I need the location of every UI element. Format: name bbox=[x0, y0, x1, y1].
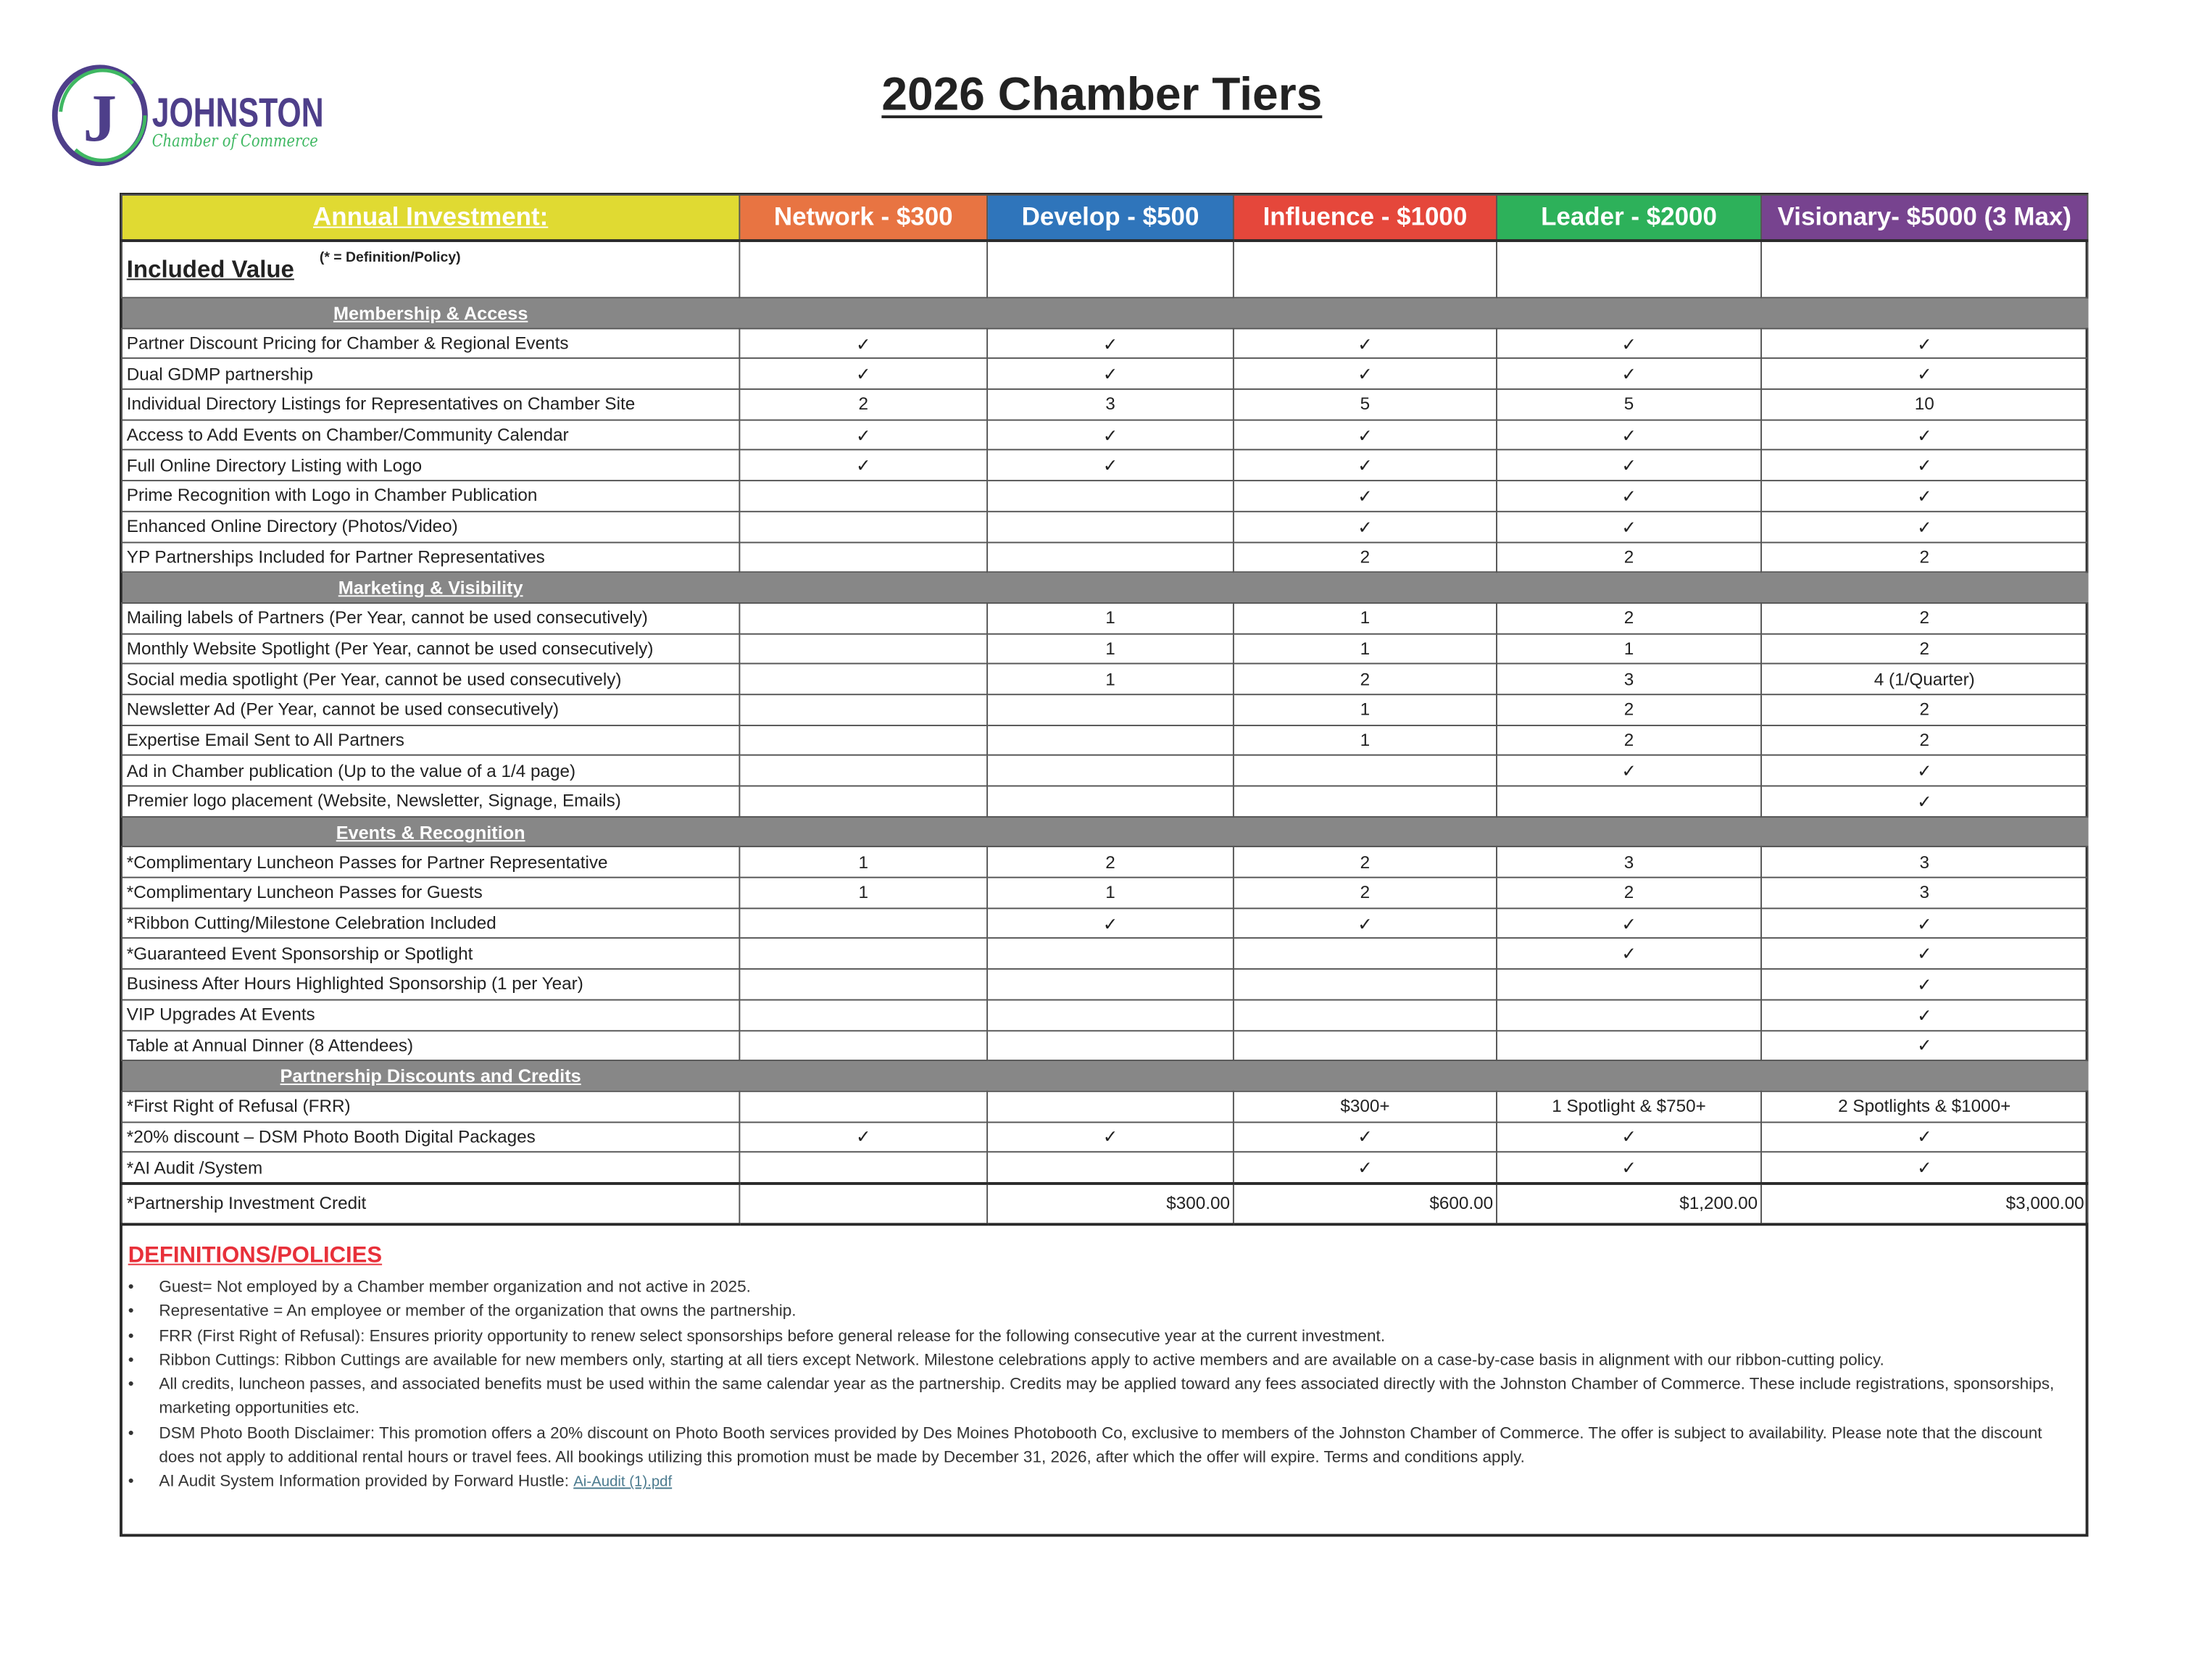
header-row bbox=[122, 195, 2088, 241]
section-header bbox=[122, 298, 2088, 328]
row-label: Prime Recognition with Logo in Chamber Publication bbox=[122, 481, 739, 511]
value-cell-visionary: 3 bbox=[1761, 847, 2087, 878]
value-cell-network bbox=[739, 1030, 987, 1060]
checkmark-icon: ✓ bbox=[1497, 328, 1761, 359]
included-value-row bbox=[122, 241, 2088, 298]
value-cell-develop bbox=[987, 939, 1234, 969]
checkmark-icon: ✓ bbox=[1234, 359, 1497, 389]
definitions-policies bbox=[128, 1244, 2077, 1495]
value-cell-develop bbox=[987, 786, 1234, 816]
value-cell-influence: 1 bbox=[1234, 694, 1497, 725]
value-cell-network bbox=[739, 1152, 987, 1184]
value-cell-develop bbox=[987, 694, 1234, 725]
value-cell-network bbox=[739, 725, 987, 755]
checkmark-icon: ✓ bbox=[739, 450, 987, 481]
row-label: Dual GDMP partnership bbox=[122, 359, 739, 389]
value-cell-network bbox=[739, 694, 987, 725]
table-row bbox=[122, 450, 2088, 481]
value-cell-develop: 1 bbox=[987, 664, 1234, 694]
value-cell-visionary: 3 bbox=[1761, 878, 2087, 908]
table-row bbox=[122, 786, 2088, 816]
row-label: Access to Add Events on Chamber/Community Calendar bbox=[122, 420, 739, 450]
table-row bbox=[122, 481, 2088, 511]
value-cell-influence: $300+ bbox=[1234, 1091, 1497, 1122]
value-cell-develop: 3 bbox=[987, 389, 1234, 420]
checkmark-icon: ✓ bbox=[739, 359, 987, 389]
value-cell-leader bbox=[1497, 1030, 1761, 1060]
table-row bbox=[122, 633, 2088, 664]
checkmark-icon: ✓ bbox=[1761, 420, 2087, 450]
tier-header-network: Network - $300 bbox=[739, 195, 987, 241]
checkmark-icon: ✓ bbox=[1761, 1152, 2087, 1184]
checkmark-icon: ✓ bbox=[1497, 481, 1761, 511]
value-cell-develop bbox=[987, 1030, 1234, 1060]
checkmark-icon: ✓ bbox=[1761, 481, 2087, 511]
checkmark-icon: ✓ bbox=[987, 328, 1234, 359]
value-cell-influence: 5 bbox=[1234, 389, 1497, 420]
checkmark-icon: ✓ bbox=[1761, 999, 2087, 1030]
value-cell-network bbox=[739, 969, 987, 999]
definition-item: • Ribbon Cuttings: Ribbon Cuttings are available for new members only, starting at all tiers except Network. Milestone celebrations apply to active members and are available on a case-by-case basis in alignment with our ribbon-cutting policy. bbox=[154, 1348, 2077, 1373]
checkmark-icon: ✓ bbox=[1234, 481, 1497, 511]
row-label: *Complimentary Luncheon Passes for Partner Representative bbox=[122, 847, 739, 878]
row-label: *Partnership Investment Credit bbox=[122, 1184, 739, 1224]
table-row bbox=[122, 1122, 2088, 1152]
ai-audit-pdf-link[interactable]: Ai-Audit (1).pdf bbox=[573, 1473, 673, 1491]
value-cell-network: 2 bbox=[739, 389, 987, 420]
definition-item: • All credits, luncheon passes, and associated benefits must be used within the same calendar year as the partnership. Credits may be applied toward any fees associated directly with the Johnston Chamber of Commerce. These include registrations, sponsorships, marketing opportunities etc. bbox=[154, 1373, 2077, 1421]
checkmark-icon: ✓ bbox=[739, 420, 987, 450]
checkmark-icon: ✓ bbox=[1234, 420, 1497, 450]
checkmark-icon: ✓ bbox=[987, 359, 1234, 389]
value-cell-influence bbox=[1234, 786, 1497, 816]
row-label: *AI Audit /System bbox=[122, 1152, 739, 1184]
value-cell-leader: 3 bbox=[1497, 847, 1761, 878]
table-row bbox=[122, 420, 2088, 450]
row-label: Premier logo placement (Website, Newsletter, Signage, Emails) bbox=[122, 786, 739, 816]
tiers-table-frame bbox=[120, 193, 2088, 1536]
value-cell-influence: 2 bbox=[1234, 878, 1497, 908]
checkmark-icon: ✓ bbox=[1497, 755, 1761, 786]
table-row bbox=[122, 1030, 2088, 1060]
checkmark-icon: ✓ bbox=[739, 328, 987, 359]
section-title: Marketing & Visibility bbox=[338, 577, 523, 599]
checkmark-icon: ✓ bbox=[1234, 511, 1497, 541]
table-row bbox=[122, 359, 2088, 389]
checkmark-icon: ✓ bbox=[1761, 939, 2087, 969]
section-title: Events & Recognition bbox=[336, 821, 525, 843]
row-label: *First Right of Refusal (FRR) bbox=[122, 1091, 739, 1122]
row-label: Mailing labels of Partners (Per Year, cannot be used consecutively) bbox=[122, 603, 739, 633]
value-cell-network bbox=[739, 603, 987, 633]
checkmark-icon: ✓ bbox=[1761, 908, 2087, 939]
value-cell-develop: 1 bbox=[987, 603, 1234, 633]
value-cell-leader: 2 bbox=[1497, 694, 1761, 725]
checkmark-icon: ✓ bbox=[1497, 939, 1761, 969]
table-row bbox=[122, 755, 2088, 786]
value-cell-develop bbox=[987, 511, 1234, 541]
value-cell-network: 1 bbox=[739, 878, 987, 908]
checkmark-icon: ✓ bbox=[1761, 786, 2087, 816]
value-cell-develop: 1 bbox=[987, 878, 1234, 908]
checkmark-icon: ✓ bbox=[1761, 511, 2087, 541]
value-cell-influence: 1 bbox=[1234, 603, 1497, 633]
row-label: *20% discount – DSM Photo Booth Digital Packages bbox=[122, 1122, 739, 1152]
section-header bbox=[122, 1060, 2088, 1091]
value-cell-network: 1 bbox=[739, 847, 987, 878]
row-label: Expertise Email Sent to All Partners bbox=[122, 725, 739, 755]
value-cell-influence: $600.00 bbox=[1234, 1184, 1497, 1224]
table-row bbox=[122, 999, 2088, 1030]
row-label: VIP Upgrades At Events bbox=[122, 999, 739, 1030]
annual-investment-header: Annual Investment: bbox=[122, 195, 739, 241]
value-cell-visionary: 2 bbox=[1761, 725, 2087, 755]
value-cell-network bbox=[739, 664, 987, 694]
tiers-table bbox=[121, 194, 2088, 1226]
value-cell-leader: 3 bbox=[1497, 664, 1761, 694]
credit-row bbox=[122, 1184, 2088, 1224]
table-row bbox=[122, 389, 2088, 420]
checkmark-icon: ✓ bbox=[1761, 755, 2087, 786]
value-cell-visionary: 2 Spotlights & $1000+ bbox=[1761, 1091, 2087, 1122]
definitions-list bbox=[128, 1275, 2077, 1495]
table-row bbox=[122, 542, 2088, 573]
table-row bbox=[122, 694, 2088, 725]
page-title: 2026 Chamber Tiers bbox=[881, 67, 1323, 120]
checkmark-icon: ✓ bbox=[1497, 1152, 1761, 1184]
row-label: Table at Annual Dinner (8 Attendees) bbox=[122, 1030, 739, 1060]
value-cell-network bbox=[739, 755, 987, 786]
row-label: Individual Directory Listings for Representatives on Chamber Site bbox=[122, 389, 739, 420]
section-title: Membership & Access bbox=[333, 302, 528, 324]
checkmark-icon: ✓ bbox=[987, 450, 1234, 481]
checkmark-icon: ✓ bbox=[987, 420, 1234, 450]
row-label: YP Partnerships Included for Partner Representatives bbox=[122, 542, 739, 573]
value-cell-leader: 2 bbox=[1497, 725, 1761, 755]
value-cell-network bbox=[739, 999, 987, 1030]
tier-header-visionary: Visionary- $5000 (3 Max) bbox=[1761, 195, 2087, 241]
value-cell-visionary: 4 (1/Quarter) bbox=[1761, 664, 2087, 694]
checkmark-icon: ✓ bbox=[1761, 359, 2087, 389]
value-cell-influence: 1 bbox=[1234, 633, 1497, 664]
value-cell-influence bbox=[1234, 969, 1497, 999]
value-cell-visionary: 2 bbox=[1761, 603, 2087, 633]
checkmark-icon: ✓ bbox=[1761, 969, 2087, 999]
value-cell-leader: 2 bbox=[1497, 603, 1761, 633]
value-cell-influence: 2 bbox=[1234, 847, 1497, 878]
checkmark-icon: ✓ bbox=[1234, 1122, 1497, 1152]
table-row bbox=[122, 908, 2088, 939]
checkmark-icon: ✓ bbox=[1761, 328, 2087, 359]
svg-text:J: J bbox=[83, 81, 117, 157]
value-cell-leader: 1 Spotlight & $750+ bbox=[1497, 1091, 1761, 1122]
row-label: *Guaranteed Event Sponsorship or Spotlight bbox=[122, 939, 739, 969]
value-cell-develop: 1 bbox=[987, 633, 1234, 664]
definition-item: • Representative = An employee or member of the organization that owns the partnership. bbox=[154, 1299, 2077, 1324]
section-header bbox=[122, 573, 2088, 603]
row-label: *Complimentary Luncheon Passes for Guests bbox=[122, 878, 739, 908]
checkmark-icon: ✓ bbox=[1497, 450, 1761, 481]
row-label: Full Online Directory Listing with Logo bbox=[122, 450, 739, 481]
svg-text:JOHNSTON: JOHNSTON bbox=[151, 89, 324, 136]
value-cell-develop: $300.00 bbox=[987, 1184, 1234, 1224]
value-cell-visionary: $3,000.00 bbox=[1761, 1184, 2087, 1224]
ai-audit-text: AI Audit System Information provided by Forward Hustle: bbox=[159, 1472, 574, 1491]
value-cell-network bbox=[739, 633, 987, 664]
checkmark-icon: ✓ bbox=[1497, 1122, 1761, 1152]
table-row bbox=[122, 969, 2088, 999]
value-cell-influence bbox=[1234, 1030, 1497, 1060]
row-label: Newsletter Ad (Per Year, cannot be used consecutively) bbox=[122, 694, 739, 725]
checkmark-icon: ✓ bbox=[1497, 908, 1761, 939]
checkmark-icon: ✓ bbox=[987, 908, 1234, 939]
tier-header-influence: Influence - $1000 bbox=[1234, 195, 1497, 241]
value-cell-network bbox=[739, 908, 987, 939]
included-value-cell bbox=[122, 241, 739, 298]
value-cell-develop: 2 bbox=[987, 847, 1234, 878]
value-cell-network bbox=[739, 939, 987, 969]
value-cell-develop bbox=[987, 1091, 1234, 1122]
included-value-label: Included Value bbox=[126, 256, 294, 283]
table-row bbox=[122, 725, 2088, 755]
value-cell-visionary: 2 bbox=[1761, 694, 2087, 725]
value-cell-leader bbox=[1497, 969, 1761, 999]
value-cell-influence bbox=[1234, 755, 1497, 786]
row-label: Ad in Chamber publication (Up to the value of a 1/4 page) bbox=[122, 755, 739, 786]
row-label: Enhanced Online Directory (Photos/Video) bbox=[122, 511, 739, 541]
value-cell-develop bbox=[987, 999, 1234, 1030]
table-row bbox=[122, 664, 2088, 694]
value-cell-network bbox=[739, 786, 987, 816]
section-title: Partnership Discounts and Credits bbox=[280, 1065, 581, 1087]
row-label: Monthly Website Spotlight (Per Year, cannot be used consecutively) bbox=[122, 633, 739, 664]
value-cell-influence: 2 bbox=[1234, 664, 1497, 694]
value-cell-network bbox=[739, 481, 987, 511]
definition-item: • DSM Photo Booth Disclaimer: This promotion offers a 20% discount on Photo Booth services provided by Des Moines Photobooth Co, exclusive to members of the Johnston Chamber of Commerce. The offer is subject to availability. Please note that the discount does not apply to additional rental hours or travel fees. All bookings utilizing this promotion must be made by December 31, 2026, after which the offer will expire. Terms and conditions apply. bbox=[154, 1421, 2077, 1470]
value-cell-network bbox=[739, 511, 987, 541]
checkmark-icon: ✓ bbox=[1234, 908, 1497, 939]
value-cell-influence: 2 bbox=[1234, 542, 1497, 573]
value-cell-develop bbox=[987, 542, 1234, 573]
value-cell-develop bbox=[987, 725, 1234, 755]
value-cell-leader: 1 bbox=[1497, 633, 1761, 664]
checkmark-icon: ✓ bbox=[1761, 450, 2087, 481]
value-cell-visionary: 10 bbox=[1761, 389, 2087, 420]
checkmark-icon: ✓ bbox=[1761, 1030, 2087, 1060]
checkmark-icon: ✓ bbox=[1234, 450, 1497, 481]
table-row bbox=[122, 939, 2088, 969]
value-cell-network bbox=[739, 1091, 987, 1122]
table-row bbox=[122, 1091, 2088, 1122]
value-cell-network bbox=[739, 542, 987, 573]
value-cell-develop bbox=[987, 481, 1234, 511]
row-label: Social media spotlight (Per Year, cannot be used consecutively) bbox=[122, 664, 739, 694]
checkmark-icon: ✓ bbox=[1761, 1122, 2087, 1152]
value-cell-develop bbox=[987, 969, 1234, 999]
value-cell-leader bbox=[1497, 999, 1761, 1030]
definition-item-ai-audit bbox=[154, 1470, 2077, 1496]
table-row bbox=[122, 328, 2088, 359]
table-row bbox=[122, 847, 2088, 878]
definition-item: • Guest= Not employed by a Chamber member organization and not active in 2025. bbox=[154, 1275, 2077, 1299]
definition-item: • FRR (First Right of Refusal): Ensures priority opportunity to renew select sponsorships before general release for the following consecutive year at the current investment. bbox=[154, 1323, 2077, 1348]
value-cell-leader: 5 bbox=[1497, 389, 1761, 420]
row-label: Partner Discount Pricing for Chamber & Regional Events bbox=[122, 328, 739, 359]
value-cell-develop bbox=[987, 1152, 1234, 1184]
value-cell-leader: 2 bbox=[1497, 878, 1761, 908]
checkmark-icon: ✓ bbox=[1497, 359, 1761, 389]
checkmark-icon: ✓ bbox=[1497, 420, 1761, 450]
svg-text:Chamber of Commerce: Chamber of Commerce bbox=[151, 130, 318, 151]
checkmark-icon: ✓ bbox=[987, 1122, 1234, 1152]
value-cell-visionary: 2 bbox=[1761, 633, 2087, 664]
checkmark-icon: ✓ bbox=[1497, 511, 1761, 541]
value-cell-network bbox=[739, 1184, 987, 1224]
table-row bbox=[122, 878, 2088, 908]
table-row bbox=[122, 603, 2088, 633]
value-cell-visionary: 2 bbox=[1761, 542, 2087, 573]
table-row bbox=[122, 1152, 2088, 1184]
value-cell-develop bbox=[987, 755, 1234, 786]
value-cell-influence bbox=[1234, 939, 1497, 969]
value-cell-leader: 2 bbox=[1497, 542, 1761, 573]
section-header bbox=[122, 817, 2088, 847]
row-label: *Ribbon Cutting/Milestone Celebration Included bbox=[122, 908, 739, 939]
checkmark-icon: ✓ bbox=[739, 1122, 987, 1152]
tier-header-leader: Leader - $2000 bbox=[1497, 195, 1761, 241]
table-row bbox=[122, 511, 2088, 541]
value-cell-leader: $1,200.00 bbox=[1497, 1184, 1761, 1224]
checkmark-icon: ✓ bbox=[1234, 328, 1497, 359]
tier-header-develop: Develop - $500 bbox=[987, 195, 1234, 241]
row-label: Business After Hours Highlighted Sponsorship (1 per Year) bbox=[122, 969, 739, 999]
value-cell-influence bbox=[1234, 999, 1497, 1030]
definition-note: (* = Definition/Policy) bbox=[319, 250, 461, 266]
checkmark-icon: ✓ bbox=[1234, 1152, 1497, 1184]
value-cell-leader bbox=[1497, 786, 1761, 816]
value-cell-influence: 1 bbox=[1234, 725, 1497, 755]
definitions-title: DEFINITIONS/POLICIES bbox=[128, 1244, 383, 1268]
